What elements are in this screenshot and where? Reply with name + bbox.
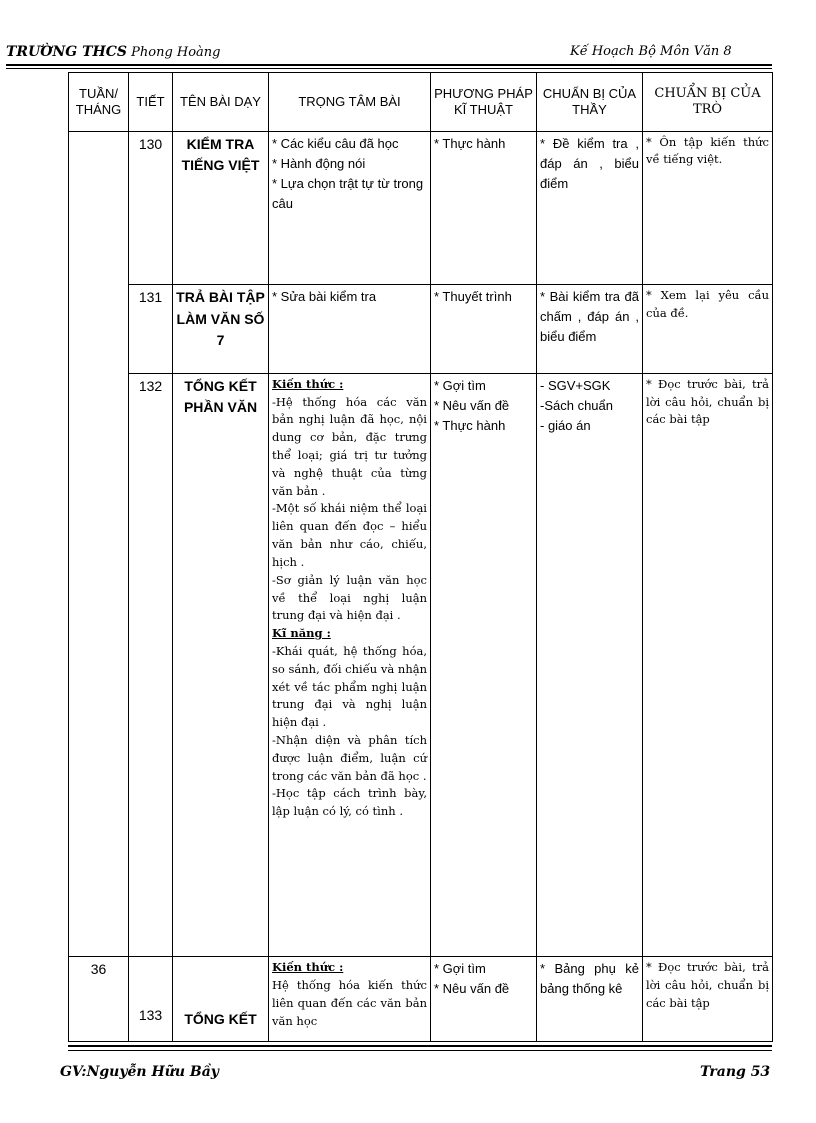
teacher-item: - giáo án <box>540 418 591 434</box>
table-row <box>69 957 773 1042</box>
focus-item: * Các kiểu câu đã học <box>272 135 399 151</box>
school-place: Phong Hoàng <box>131 45 221 60</box>
teacher-prep-cell <box>537 373 643 956</box>
student-prep-cell <box>643 957 773 1042</box>
table-row <box>69 284 773 373</box>
lesson-title: TRẢ BÀI TẬP LÀM VĂN SỐ 7 <box>173 284 269 373</box>
student-item: * Ôn tập kiến thức về tiếng việt. <box>646 134 769 167</box>
focus-cell <box>269 131 431 284</box>
header-rule <box>6 64 772 66</box>
method-cell <box>431 373 537 956</box>
knowledge-heading: Kiến thức : <box>272 376 344 391</box>
header-school <box>6 44 221 60</box>
week-cell: 36 <box>69 957 129 1042</box>
period-cell: 131 <box>129 284 173 373</box>
method-item: * Thuyết trình <box>434 288 512 304</box>
teacher-prep-cell <box>537 957 643 1042</box>
focus-item: -Sơ giản lý luận văn học về thể loại nghị luận trung đại và hiện đại . <box>272 572 427 623</box>
student-prep-cell <box>643 284 773 373</box>
col-lesson: TÊN BÀI DẠY <box>173 73 269 132</box>
col-teacher-prep: CHUẨN BỊ CỦA THẦY <box>537 73 643 132</box>
focus-item: Hệ thống hóa kiến thức liên quan đến các văn bản văn học <box>272 977 427 1028</box>
teacher-item: * Bảng phụ kẻ bảng thống kê <box>540 961 639 997</box>
focus-item: -Một số khái niệm thể loại liên quan đến đọc – hiểu văn bản như cáo, chiếu, hịch . <box>272 501 427 569</box>
focus-cell <box>269 957 431 1042</box>
focus-item: -Học tập cách trình bày, lập luận có lý, có tình . <box>272 786 427 819</box>
table-row <box>69 131 773 284</box>
footer-teacher: GV:Nguyễn Hữu Bầy <box>60 1064 219 1080</box>
footer-rule-thin <box>68 1050 772 1051</box>
teacher-prep-cell <box>537 284 643 373</box>
student-item: * Đọc trước bài, trả lời câu hỏi, chuẩn bị các bài tập <box>646 376 769 427</box>
method-item: * Thực hành <box>434 418 506 434</box>
method-item: * Gợi tìm <box>434 377 486 393</box>
focus-item: * Lựa chọn trật tự từ trong câu <box>272 175 424 211</box>
header-row <box>69 73 773 132</box>
lesson-title: TỔNG KẾT PHẦN VĂN <box>173 373 269 956</box>
focus-item: -Hệ thống hóa các văn bản nghị luận đã học, nội dung cơ bản, đặc trưng thể loại; giá trị tư tưởng và nghệ thuật của từng văn bản . <box>272 394 427 498</box>
col-week: TUẦN/ THÁNG <box>69 73 129 132</box>
col-student-prep: CHUẨN BỊ CỦA TRÒ <box>643 73 773 132</box>
method-item: * Thực hành <box>434 135 506 151</box>
focus-item: * Sửa bài kiểm tra <box>272 288 377 304</box>
knowledge-heading: Kiến thức : <box>272 960 344 975</box>
col-method: PHƯƠNG PHÁP KĨ THUẬT <box>431 73 537 132</box>
teacher-item: -Sách chuẩn <box>540 397 613 413</box>
col-period: TIẾT <box>129 73 173 132</box>
col-focus: TRỌNG TÂM BÀI <box>269 73 431 132</box>
week-cell-empty <box>69 131 129 957</box>
teacher-item: * Đề kiểm tra , đáp án , biểu điểm <box>540 135 639 191</box>
period-cell: 130 <box>129 131 173 284</box>
period-cell: 132 <box>129 373 173 956</box>
focus-item: * Hành động nói <box>272 155 366 171</box>
method-cell <box>431 957 537 1042</box>
plan-title: Kế Hoạch Bộ Môn Văn 8 <box>570 44 732 59</box>
teacher-prep-cell <box>537 131 643 284</box>
method-item: * Gợi tìm <box>434 961 486 977</box>
lesson-title: KIỂM TRA TIẾNG VIỆT <box>173 131 269 284</box>
footer-page-number: Trang 53 <box>700 1064 771 1080</box>
table-row <box>69 373 773 956</box>
student-prep-cell <box>643 373 773 956</box>
school-name: TRƯỜNG THCS <box>6 44 127 60</box>
focus-cell <box>269 284 431 373</box>
skill-heading: Kĩ năng : <box>272 626 331 641</box>
student-item: * Đọc trước bài, trả lời câu hỏi, chuẩn bị các bài tập <box>646 960 769 1010</box>
lesson-title: TỔNG KẾT <box>173 957 269 1042</box>
header-rule-thin <box>6 68 772 69</box>
footer-rule <box>68 1045 772 1047</box>
method-item: * Nêu vấn đề <box>434 397 510 413</box>
student-item: * Xem lại yêu cầu của đề. <box>646 287 769 320</box>
student-prep-cell <box>643 131 773 284</box>
method-cell <box>431 284 537 373</box>
focus-item: -Khái quát, hệ thống hóa, so sánh, đối chiếu và nhận xét về tác phẩm nghị luận trung đại và nghị luận hiện đại . <box>272 643 427 730</box>
method-item: * Nêu vấn đề <box>434 981 510 997</box>
lesson-plan-table <box>68 72 773 1042</box>
teacher-item: - SGV+SGK <box>540 377 611 393</box>
focus-item: -Nhận diện và phân tích được luận điểm, luận cứ trong các văn bản đã học . <box>272 733 427 783</box>
period-cell: 133 <box>129 957 173 1042</box>
method-cell <box>431 131 537 284</box>
focus-cell <box>269 373 431 956</box>
teacher-item: * Bài kiểm tra đã chấm , đáp án , biểu điểm <box>540 288 639 345</box>
